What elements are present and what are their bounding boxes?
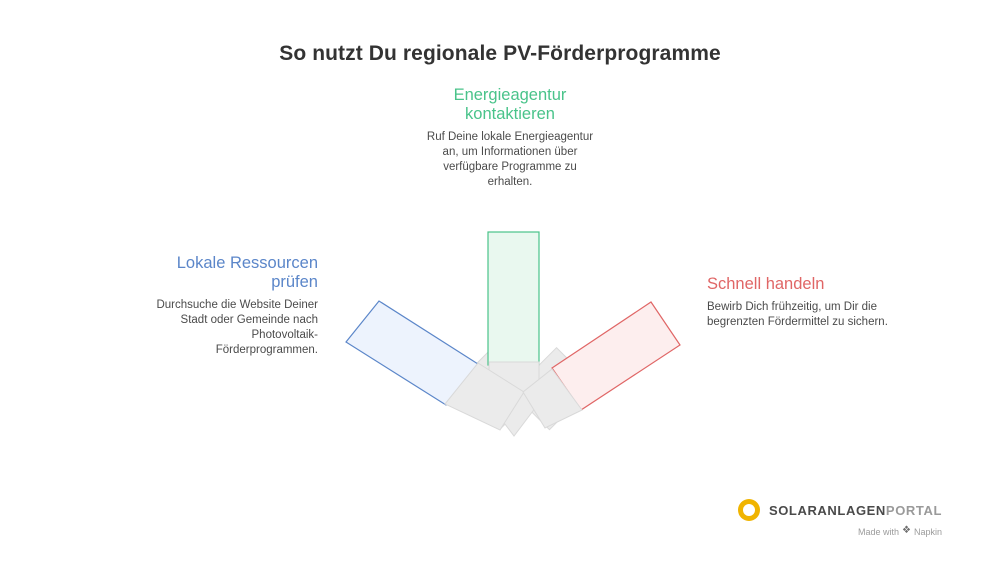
made-with-credit [738, 526, 942, 537]
step-body-left: Durchsuche die Website Deiner Stadt oder Gemeinde nach Photovoltaik-Förderprogrammen. [156, 299, 318, 356]
step-block-left [150, 254, 318, 358]
step-heading-top: Energieagentur kontaktieren [453, 86, 567, 123]
step-block-top [420, 86, 600, 190]
page-title: So nutzt Du regionale PV-Förderprogramme [279, 42, 721, 65]
step-body-right: Bewirb Dich frühzeitig, um Dir die begrenzten Fördermittel zu sichern. [707, 301, 888, 328]
step-heading-left: Lokale Ressourcen prüfen [176, 254, 318, 291]
sun-icon [738, 499, 760, 521]
step-body-top: Ruf Deine lokale Energieagentur an, um Informationen über verfügbare Programme zu erhalten. [426, 131, 594, 188]
arrow-shaft-top [488, 232, 539, 365]
step-block-right [707, 275, 897, 330]
made-with-label: Made with [857, 526, 900, 537]
brand-lockup [738, 499, 942, 521]
brand-name-part-1: SOLARANLAGEN [768, 502, 886, 518]
step-heading-right: Schnell handeln [707, 275, 825, 293]
brand-wordmark [769, 503, 942, 518]
branding [738, 499, 942, 537]
napkin-label: Napkin [913, 526, 942, 537]
arrow-shaft-right [552, 302, 680, 410]
brand-name-part-2: PORTAL [885, 502, 942, 518]
napkin-icon: ❖ [902, 525, 911, 536]
